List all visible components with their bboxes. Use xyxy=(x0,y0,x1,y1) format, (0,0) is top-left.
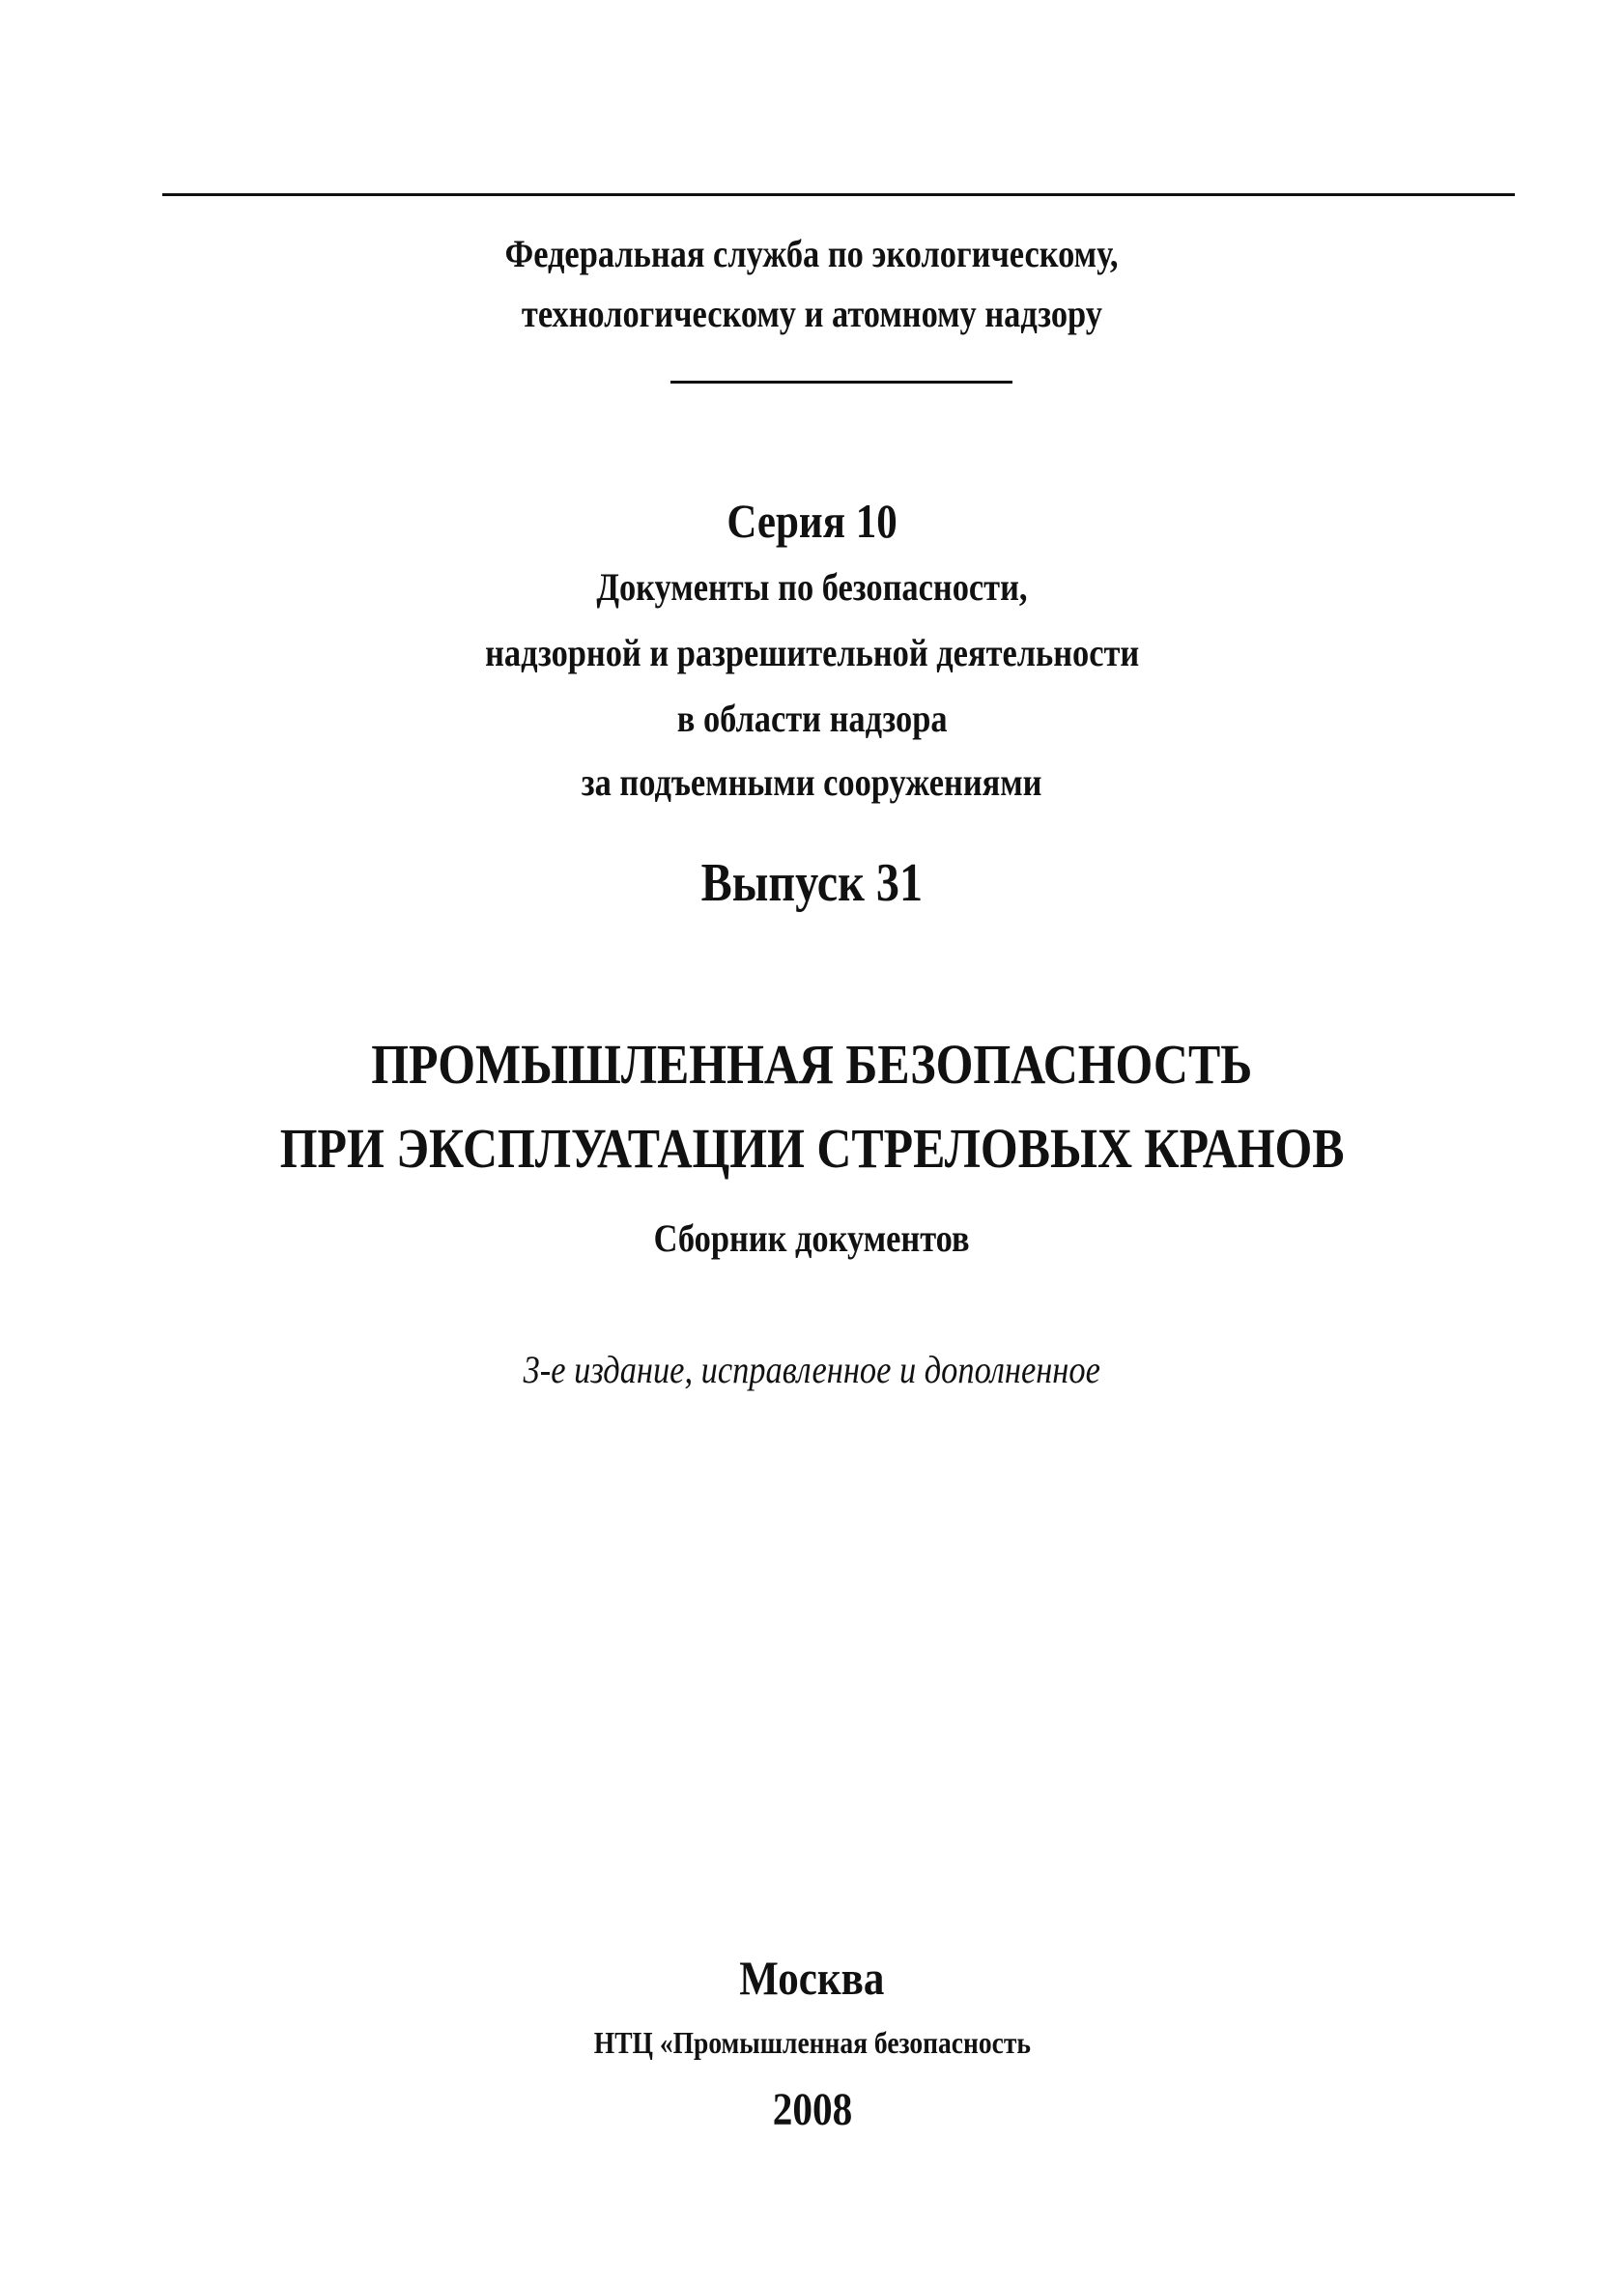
imprint-year: 2008 xyxy=(772,2084,852,2135)
subtitle: Сборник документов xyxy=(654,1216,970,1260)
series-desc-line-4: за подъемными сооружениями xyxy=(582,760,1042,804)
main-title-line-1: ПРОМЫШЛЕННАЯ БЕЗОПАСНОСТЬ xyxy=(371,1033,1253,1096)
imprint-city: Москва xyxy=(739,1951,885,2005)
agency-line-2: технологическому и атомному надзору xyxy=(522,292,1102,335)
agency-line-1: Федеральная служба по экологическому, xyxy=(505,232,1119,275)
main-title-line-2: ПРИ ЭКСПЛУАТАЦИИ СТРЕЛОВЫХ КРАНОВ xyxy=(279,1117,1345,1180)
series-desc-line-3: в области надзора xyxy=(676,697,948,740)
edition-note: 3-е издание, исправленное и дополненное xyxy=(523,1348,1101,1391)
series-desc-line-1: Документы по безопасности, xyxy=(596,565,1028,609)
top-rule xyxy=(162,193,1515,196)
imprint-publisher: НТЦ «Промышленная безопасность xyxy=(593,2025,1031,2060)
series-title: Серия 10 xyxy=(727,494,897,548)
header-divider xyxy=(670,381,1012,384)
issue-number: Выпуск 31 xyxy=(700,853,924,913)
series-desc-line-2: надзорной и разрешительной деятельности xyxy=(484,631,1140,674)
